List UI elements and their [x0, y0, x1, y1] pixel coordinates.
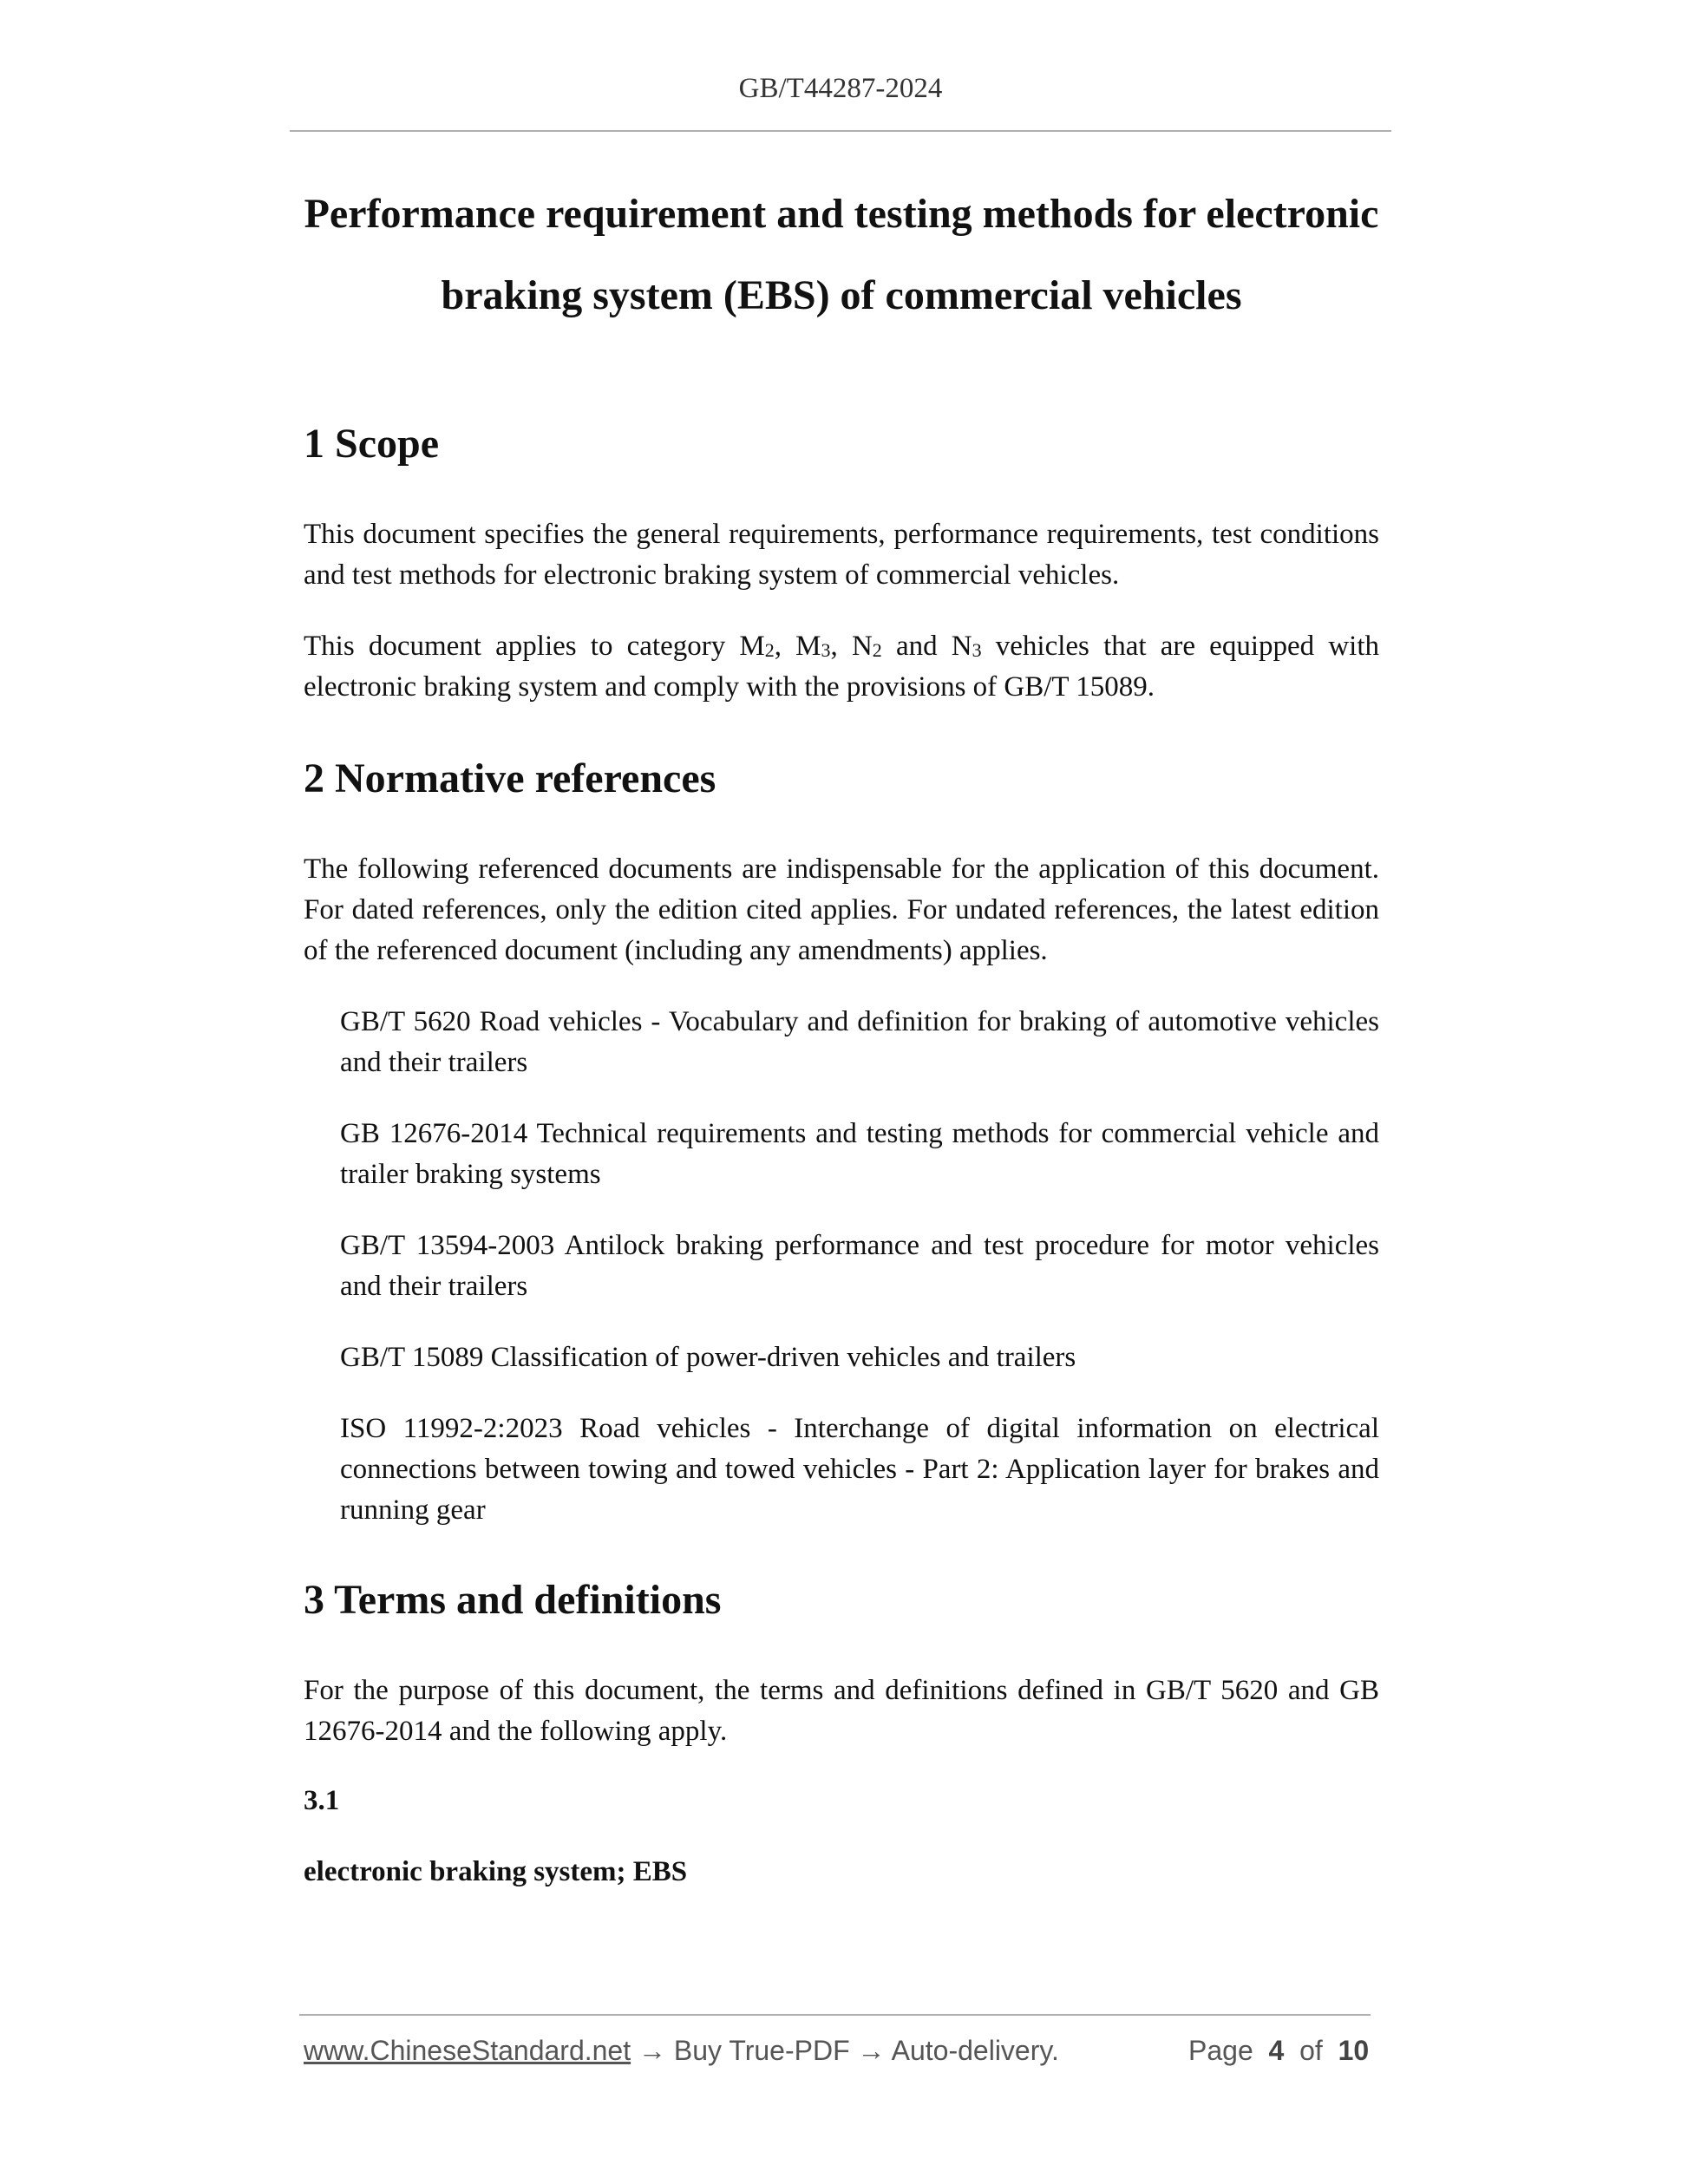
term-name: electronic braking system; EBS	[304, 1856, 688, 1887]
reference-item: GB/T 5620 Road vehicles - Vocabulary and definition for braking of automotive vehicles and their trailers	[340, 1006, 1379, 1078]
current-page: 4	[1268, 2035, 1285, 2066]
terms-intro: For the purpose of this document, the terms and definitions defined in GB/T 5620 and GB 12676-2014 and the following apply.	[304, 1675, 1379, 1747]
references-intro: The following referenced documents are indispensable for the application of this document. For dated references, only the edition cited applies. For undated references, the latest edition of the referenced document (including any amendments) applies.	[304, 853, 1379, 966]
title-line-1: Performance requirement and testing methods for electronic	[304, 191, 1379, 237]
reference-item: GB/T 15089 Classification of power-driven vehicles and trailers	[340, 1342, 1076, 1373]
title-line-2: braking system (EBS) of commercial vehicles	[441, 272, 1242, 318]
page-indicator: Page 4 of 10	[1188, 2035, 1370, 2066]
reference-item: GB/T 13594-2003 Antilock braking performance and test procedure for motor vehicles and their trailers	[340, 1230, 1379, 1302]
document-title	[295, 173, 1388, 337]
section-1-heading: 1 Scope	[304, 421, 439, 467]
reference-item: GB 12676-2014 Technical requirements and testing methods for commercial vehicle and trailer braking systems	[340, 1118, 1379, 1190]
footer-promo-text: → Buy True-PDF → Auto-delivery.	[631, 2035, 1059, 2066]
term-number: 3.1	[304, 1785, 340, 1816]
footer-promo	[304, 2035, 1059, 2067]
total-pages: 10	[1338, 2035, 1370, 2066]
page-header: GB/T44287-2024	[738, 73, 943, 104]
section-3-heading: 3 Terms and definitions	[304, 1577, 722, 1623]
section-2-heading: 2 Normative references	[304, 755, 716, 801]
scope-paragraph-1: This document specifies the general requirements, performance requirements, test conditions and test methods for electronic braking system of commercial vehicles.	[304, 519, 1379, 591]
website-link[interactable]: www.ChineseStandard.net	[304, 2035, 631, 2066]
reference-item: ISO 11992-2:2023 Road vehicles - Interchange of digital information on electrical connections between towing and towed vehicles - Part 2: Application layer for brakes and running gear	[340, 1413, 1379, 1526]
scope-paragraph-2: This document applies to category $M_2$, $M_3$, $N_2$ and $N_3$ vehicles that are equipped with electronic braking system and comply with the provisions of GB/T 15089.	[304, 631, 1379, 703]
header-divider	[290, 130, 1391, 132]
footer-divider	[299, 2014, 1371, 2016]
